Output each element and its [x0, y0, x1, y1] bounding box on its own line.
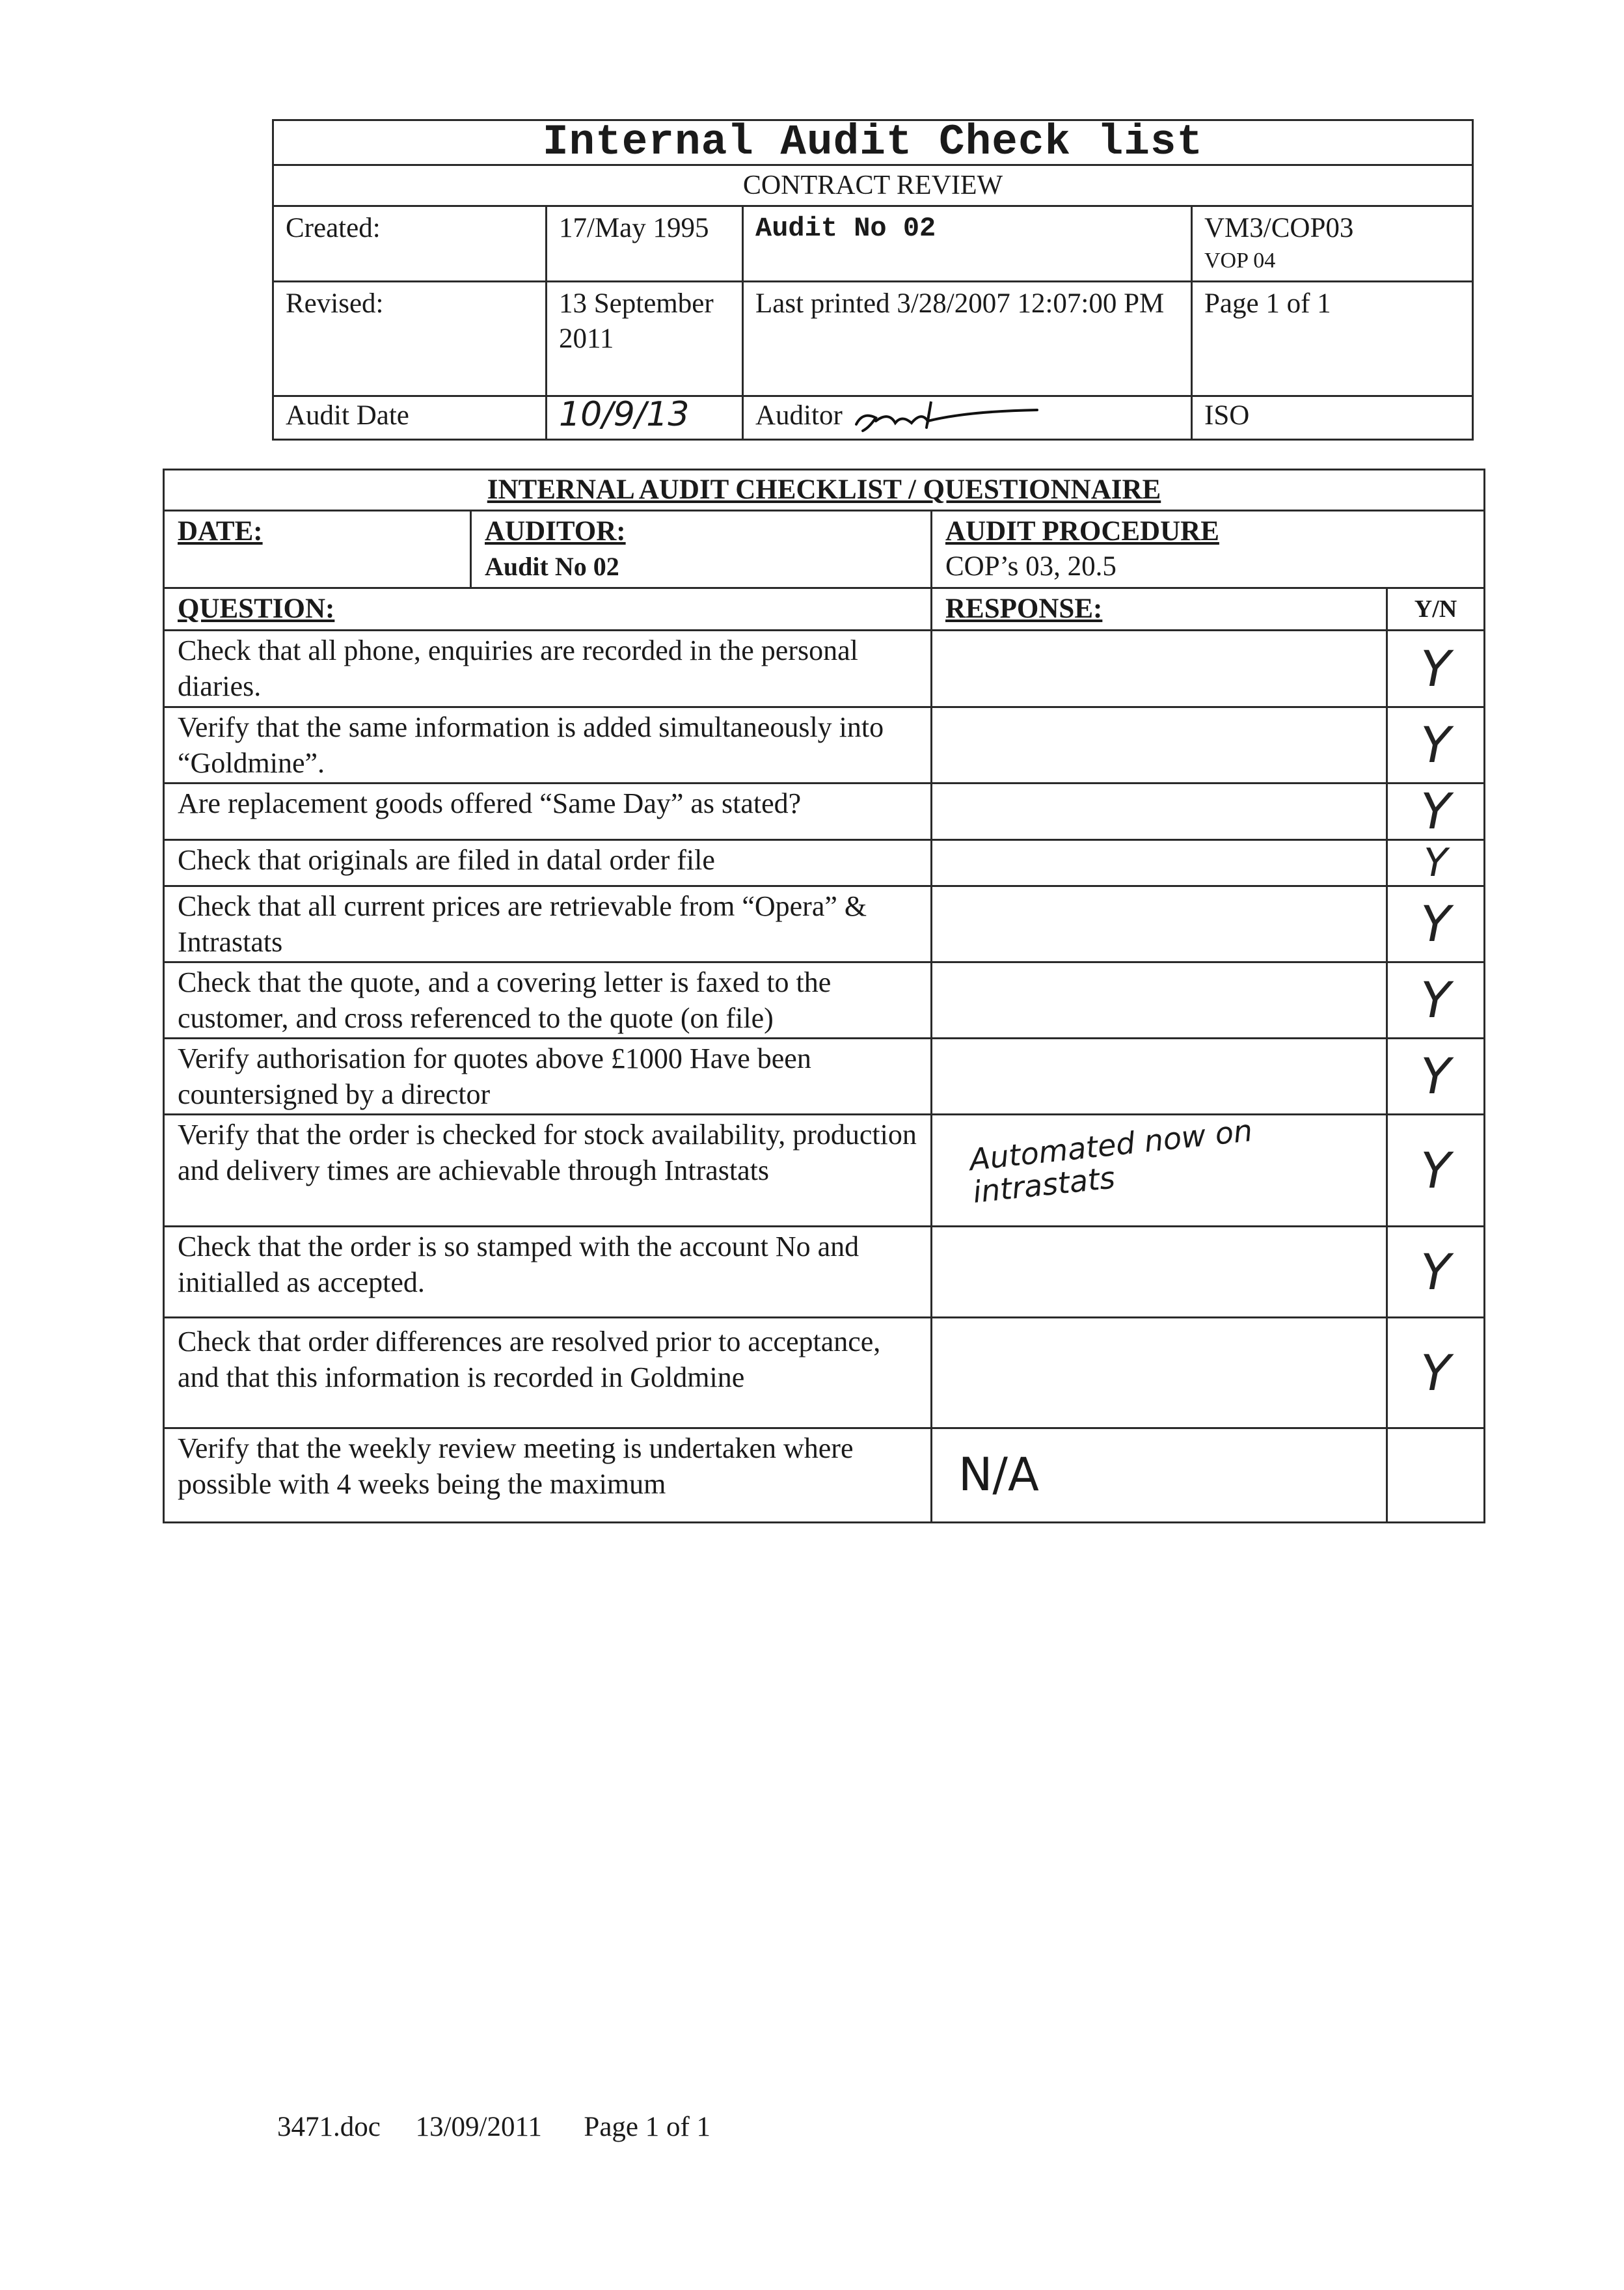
procedure-value: COP’s 03, 20.5 — [945, 551, 1116, 582]
yn-cell: Y — [1387, 631, 1485, 707]
yn-cell: Y — [1387, 1227, 1485, 1318]
footer-date: 13/09/2011 — [415, 2112, 542, 2142]
yn-cell: Y — [1387, 962, 1485, 1039]
response-cell — [932, 962, 1387, 1039]
response-cell: Automated now on intrastats — [927, 1091, 1391, 1249]
question-cell: Verify that the weekly review meeting is undertaken where possible with 4 weeks being the maximum — [164, 1428, 932, 1523]
question-cell: Check that all phone, enquiries are recorded in the personal diaries. — [164, 631, 932, 707]
table-row — [164, 886, 1485, 962]
yn-cell: Y — [1387, 1318, 1485, 1428]
date-label: DATE: — [164, 511, 471, 588]
table-row — [164, 784, 1485, 840]
response-header: RESPONSE: — [932, 588, 1387, 631]
yn-cell: Y — [1387, 707, 1485, 784]
table-row — [164, 1318, 1485, 1428]
question-cell: Check that the quote, and a covering letter is faxed to the customer, and cross referenced to the quote (on file) — [164, 962, 932, 1039]
response-cell — [932, 1318, 1387, 1428]
table-row — [164, 840, 1485, 886]
reference-cell — [1192, 206, 1473, 282]
question-cell: Verify that the order is checked for stock availability, production and delivery times are achievable through Intrastats — [164, 1115, 932, 1227]
question-cell: Check that originals are filed in datal order file — [164, 840, 932, 886]
yn-cell — [1387, 1428, 1485, 1523]
audit-number: Audit No 02 — [743, 206, 1192, 282]
audit-date-value: 10/9/13 — [547, 396, 743, 440]
yn-cell: Y — [1387, 784, 1485, 840]
question-cell: Check that order differences are resolved prior to acceptance, and that this information is recorded in Goldmine — [164, 1318, 932, 1428]
table-row — [164, 707, 1485, 784]
footer-filename: 3471.doc — [277, 2112, 381, 2142]
question-cell: Check that all current prices are retrievable from “Opera” & Intrastats — [164, 886, 932, 962]
yn-cell: Y — [1387, 1039, 1485, 1115]
table-row — [164, 1227, 1485, 1318]
question-cell: Check that the order is so stamped with the account No and initialled as accepted. — [164, 1227, 932, 1318]
auditor-signature-icon — [850, 398, 1038, 437]
procedure-cell — [932, 511, 1485, 588]
checklist-title: INTERNAL AUDIT CHECKLIST / QUESTIONNAIRE — [164, 470, 1485, 511]
procedure-label: AUDIT PROCEDURE — [945, 516, 1219, 547]
document-title: Internal Audit Check list — [273, 120, 1473, 165]
checklist-auditor-value: Audit No 02 — [485, 552, 619, 581]
question-cell: Verify that the same information is added simultaneously into “Goldmine”. — [164, 707, 932, 784]
question-cell: Are replacement goods offered “Same Day” as stated? — [164, 784, 932, 840]
response-cell — [932, 840, 1387, 886]
page-indicator: Page 1 of 1 — [1192, 282, 1473, 396]
table-row — [164, 962, 1485, 1039]
auditor-label: Auditor — [755, 400, 843, 431]
table-row — [164, 631, 1485, 707]
question-header: QUESTION: — [164, 588, 932, 631]
last-printed: Last printed 3/28/2007 12:07:00 PM — [743, 282, 1192, 396]
response-cell — [932, 784, 1387, 840]
auditor-cell — [743, 396, 1192, 440]
auditor-info-cell — [471, 511, 932, 588]
reference-primary: VM3/COP03 — [1204, 213, 1354, 243]
response-cell — [932, 631, 1387, 707]
response-cell — [932, 886, 1387, 962]
revised-value: 13 September 2011 — [547, 282, 743, 396]
yn-cell: Y — [1387, 1115, 1485, 1227]
header-table — [272, 119, 1474, 441]
response-cell — [932, 707, 1387, 784]
question-cell: Verify authorisation for quotes above £1000 Have been countersigned by a director — [164, 1039, 932, 1115]
yn-cell: Y — [1387, 840, 1485, 886]
checklist-auditor-label: AUDITOR: — [485, 516, 626, 547]
document-subtitle: CONTRACT REVIEW — [273, 165, 1473, 206]
yn-header: Y/N — [1387, 588, 1485, 631]
reference-secondary: VOP 04 — [1204, 249, 1276, 273]
iso-label: ISO — [1192, 396, 1473, 440]
page-footer — [277, 2111, 710, 2143]
revised-label: Revised: — [273, 282, 547, 396]
checklist-table — [163, 469, 1485, 1523]
table-row — [164, 1115, 1485, 1227]
footer-page: Page 1 of 1 — [584, 2112, 711, 2142]
table-row — [164, 1428, 1485, 1523]
response-cell: N/A — [932, 1428, 1387, 1523]
audit-date-label: Audit Date — [273, 396, 547, 440]
yn-cell: Y — [1387, 886, 1485, 962]
created-value: 17/May 1995 — [547, 206, 743, 282]
created-label: Created: — [273, 206, 547, 282]
